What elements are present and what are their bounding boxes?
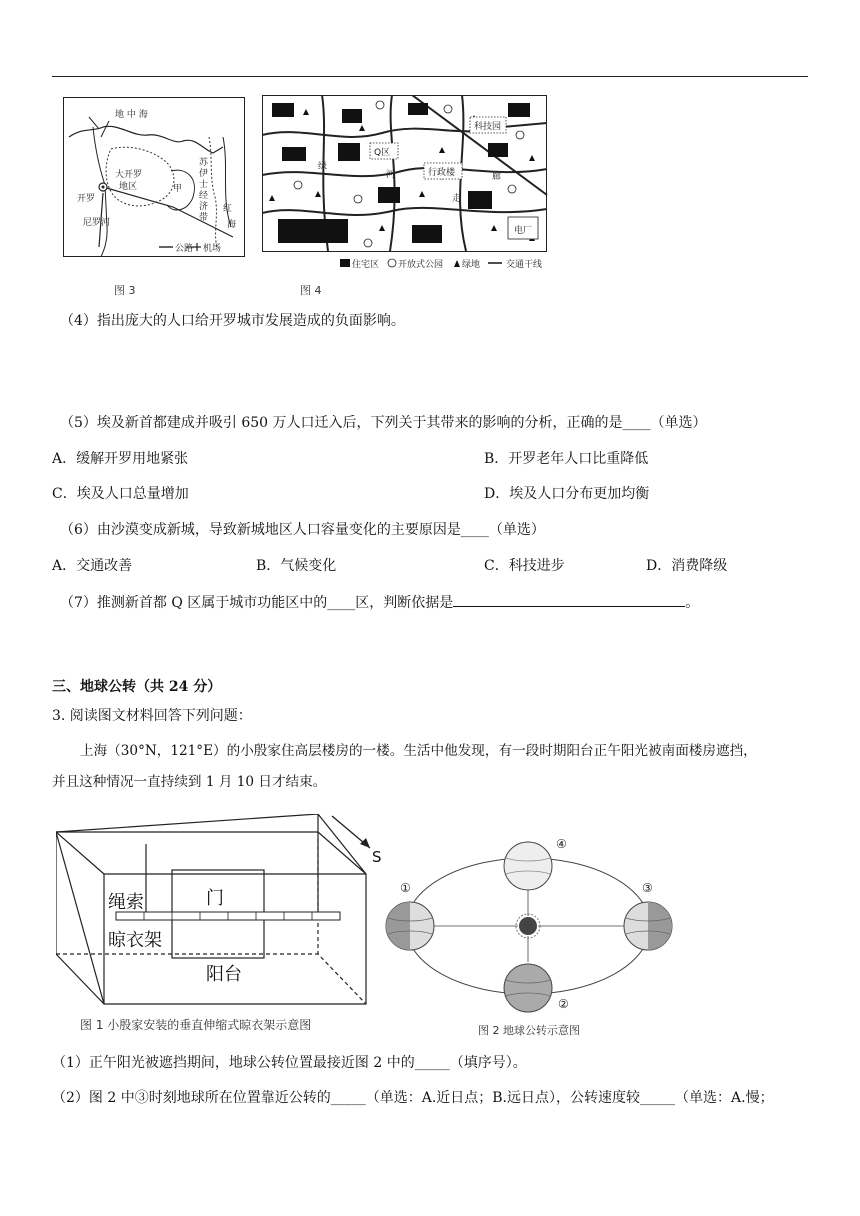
fig3-jia: 甲 bbox=[173, 184, 183, 194]
q5-option-b: B．开罗老年人口比重降低 bbox=[484, 451, 649, 467]
fig1-south: S bbox=[372, 848, 382, 866]
fig1-rack: 晾衣架 bbox=[108, 930, 162, 951]
earth-position-4-icon bbox=[504, 842, 552, 890]
fig1-rope: 绳索 bbox=[108, 892, 144, 913]
fig3-road: 公路 bbox=[175, 244, 194, 254]
q6-option-d: D．消费降级 bbox=[646, 558, 728, 574]
figure-4-map bbox=[262, 95, 558, 275]
fig4-green-2: 河 bbox=[386, 170, 396, 180]
section-3-question-2: （2）图 2 中③时刻地球所在位置靠近公转的_____（单选：A.近日点；B.远日点），公转速度较_____（单选：A.慢； bbox=[52, 1090, 774, 1106]
section-3-intro: 3. 阅读图文材料回答下列问题： bbox=[52, 708, 252, 724]
fig3-red-sea-1: 红 bbox=[223, 204, 233, 214]
q5-option-a: A．缓解开罗用地紧张 bbox=[52, 451, 189, 467]
fig3-suez-5: 济 bbox=[199, 202, 209, 212]
fig3-airport: 机场 bbox=[203, 244, 222, 254]
q6-option-a: A．交通改善 bbox=[52, 558, 133, 574]
figure-2-earth-orbit bbox=[380, 828, 680, 1020]
figure-1-caption: 图 1 小殷家安装的垂直伸缩式晾衣架示意图 bbox=[80, 1018, 312, 1032]
fig4-legend-park: 开放式公园 bbox=[398, 260, 444, 270]
q7-answer-blank[interactable] bbox=[453, 592, 685, 607]
fig4-q-zone: Q区 bbox=[374, 148, 391, 158]
fig4-green-1: 绿 bbox=[318, 162, 328, 172]
sun-icon bbox=[519, 917, 537, 935]
fig4-green-4: 廊 bbox=[492, 172, 502, 182]
fig3-suez-1: 苏 bbox=[199, 158, 209, 168]
fig3-nile: 尼罗河 bbox=[83, 218, 111, 228]
fig3-region: 地区 bbox=[119, 182, 138, 192]
fig3-red-sea-2: 海 bbox=[227, 220, 237, 230]
q5-option-d: D．埃及人口分布更加均衡 bbox=[484, 486, 650, 502]
q5-option-c: C．埃及人口总量增加 bbox=[52, 486, 189, 502]
figure-3-caption: 图 3 bbox=[114, 284, 136, 297]
question-6-stem: （6）由沙漠变成新城，导致新城地区人口容量变化的主要原因是____（单选） bbox=[60, 522, 545, 538]
question-7 bbox=[60, 592, 699, 613]
fig4-green-3: 走 bbox=[452, 194, 462, 204]
section-3-title: 三、地球公转（共 24 分） bbox=[52, 679, 222, 695]
fig4-tech-park: 科技园 bbox=[474, 122, 502, 132]
fig3-sea: 地 中 海 bbox=[115, 110, 148, 120]
fig3-suez-3: 士 bbox=[199, 180, 209, 190]
question-5-stem: （5）埃及新首都建成并吸引 650 万人口迁入后，下列关于其带来的影响的分析，正确的是____（单选） bbox=[60, 415, 707, 431]
figure-4-caption: 图 4 bbox=[300, 284, 322, 297]
fig4-admin: 行政楼 bbox=[428, 168, 456, 178]
fig3-suez-6: 带 bbox=[199, 213, 209, 223]
fig2-p2: ② bbox=[558, 997, 569, 1011]
fig3-suez-2: 伊 bbox=[199, 169, 209, 179]
question-4: （4）指出庞大的人口给开罗城市发展造成的负面影响。 bbox=[60, 313, 405, 329]
figure-1-drying-rack bbox=[56, 814, 386, 1014]
q6-option-c: C．科技进步 bbox=[484, 558, 565, 574]
fig4-power-plant: 电厂 bbox=[514, 226, 533, 236]
section-3-question-1: （1）正午阳光被遮挡期间，地球公转位置最接近图 2 中的_____（填序号）。 bbox=[52, 1055, 527, 1071]
fig1-balcony: 阳台 bbox=[206, 964, 242, 985]
fig4-legend-residential: 住宅区 bbox=[352, 260, 380, 270]
fig2-p4: ④ bbox=[556, 837, 567, 851]
q7-part-1: （7）推测新首都 Q 区属于城市功能区中的____区，判断依据是 bbox=[60, 595, 454, 611]
fig1-door: 门 bbox=[206, 888, 224, 909]
fig3-cairo: 开罗 bbox=[77, 194, 96, 204]
figure-2-caption: 图 2 地球公转示意图 bbox=[478, 1024, 580, 1037]
q7-part-2: 。 bbox=[685, 595, 700, 611]
fig4-legend-traffic: 交通干线 bbox=[506, 260, 543, 270]
figure-3-map bbox=[63, 97, 245, 257]
section-3-paragraph-line-1: 上海（30°N，121°E）的小殷家住高层楼房的一楼。生活中他发现，有一段时期阳台正午阳光被南面楼房遮挡， bbox=[80, 743, 757, 759]
section-3-paragraph-line-2: 并且这种情况一直持续到 1 月 10 日才结束。 bbox=[52, 774, 327, 790]
fig4-legend-greenland: 绿地 bbox=[462, 260, 481, 270]
earth-position-1-icon bbox=[386, 902, 434, 950]
fig3-suez-4: 经 bbox=[199, 191, 209, 201]
earth-position-3-icon bbox=[624, 902, 672, 950]
fig3-greater-cairo: 大开罗 bbox=[115, 170, 143, 180]
q6-option-b: B．气候变化 bbox=[256, 558, 337, 574]
header-rule bbox=[52, 76, 808, 77]
fig2-p1: ① bbox=[400, 881, 411, 895]
earth-position-2-icon bbox=[504, 964, 552, 1012]
fig2-p3: ③ bbox=[642, 881, 653, 895]
